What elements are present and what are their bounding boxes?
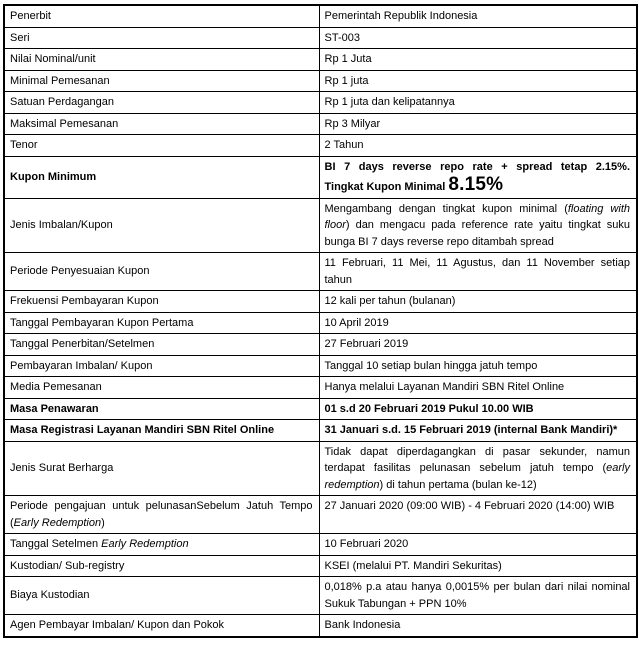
row-value-nilai-nominal: Rp 1 Juta	[319, 49, 637, 71]
row-label-biaya-kustodian: Biaya Kustodian	[4, 577, 319, 615]
row-label-jenis-surat-berharga: Jenis Surat Berharga	[4, 441, 319, 496]
row-value-masa-penawaran: 01 s.d 20 Februari 2019 Pukul 10.00 WIB	[319, 398, 637, 420]
table-row-frekuensi-pembayaran	[4, 291, 637, 313]
row-value-minimal-pemesanan: Rp 1 juta	[319, 70, 637, 92]
row-label-periode-pengajuan	[4, 496, 319, 534]
table-row-masa-registrasi	[4, 420, 637, 442]
table-row-tanggal-penerbitan	[4, 334, 637, 356]
minimum-coupon-rate: 8.15%	[448, 174, 504, 195]
row-label-tanggal-penerbitan: Tanggal Penerbitan/Setelmen	[4, 334, 319, 356]
jenis-imbalan-italic: floating with floor	[324, 202, 630, 231]
row-value-satuan-perdagangan: Rp 1 juta dan kelipatannya	[319, 92, 637, 114]
jenis-surat-text-1: Tidak dapat diperdagangkan di pasar sekunder, namun terdapat fasilitas pelunasan sebelum jatuh tempo (	[324, 445, 630, 474]
row-value-tanggal-setelmen: 10 Februari 2020	[319, 534, 637, 556]
row-value-periode-pengajuan: 27 Januari 2020 (09:00 WIB) - 4 Februari 2020 (14:00) WIB	[319, 496, 637, 534]
row-value-maksimal-pemesanan: Rp 3 Milyar	[319, 113, 637, 135]
row-label-masa-penawaran: Masa Penawaran	[4, 398, 319, 420]
jenis-imbalan-text-1: Mengambang dengan tingkat kupon minimal (	[324, 202, 568, 215]
row-label-penerbit: Penerbit	[4, 5, 319, 27]
tanggal-setelmen-italic: Early Redemption	[101, 538, 189, 550]
table-row-agen-pembayar	[4, 615, 637, 637]
table-row-nilai-nominal	[4, 49, 637, 71]
row-value-media-pemesanan: Hanya melalui Layanan Mandiri SBN Ritel Online	[319, 377, 637, 399]
kupon-minimum-line1: BI 7 days reverse repo rate + spread tetap 2.15%.	[324, 160, 630, 173]
row-value-penerbit: Pemerintah Republik Indonesia	[319, 5, 637, 27]
row-label-kustodian: Kustodian/ Sub-registry	[4, 555, 319, 577]
table-row-pembayaran-imbalan	[4, 355, 637, 377]
table-row-biaya-kustodian	[4, 577, 637, 615]
row-label-tanggal-setelmen	[4, 534, 319, 556]
row-value-agen-pembayar: Bank Indonesia	[319, 615, 637, 637]
row-label-seri: Seri	[4, 27, 319, 49]
row-label-masa-registrasi: Masa Registrasi Layanan Mandiri SBN Ritel Online	[4, 420, 319, 442]
bond-terms-table	[3, 4, 638, 638]
table-row-jenis-imbalan	[4, 198, 637, 253]
table-row-maksimal-pemesanan	[4, 113, 637, 135]
table-row-satuan-perdagangan	[4, 92, 637, 114]
row-label-pembayaran-imbalan: Pembayaran Imbalan/ Kupon	[4, 355, 319, 377]
tanggal-setelmen-text: Tanggal Setelmen	[10, 538, 102, 550]
jenis-imbalan-text-2: ) dan mengacu pada reference rate yaitu tingkat suku bunga BI 7 days reverse repo ditambah spread	[324, 219, 630, 248]
row-value-periode-penyesuaian: 11 Februari, 11 Mei, 11 Agustus, dan 11 November setiap tahun	[319, 253, 637, 291]
row-label-jenis-imbalan: Jenis Imbalan/Kupon	[4, 198, 319, 253]
row-value-seri: ST-003	[319, 27, 637, 49]
table-row-masa-penawaran	[4, 398, 637, 420]
row-label-agen-pembayar: Agen Pembayar Imbalan/ Kupon dan Pokok	[4, 615, 319, 637]
table-row-minimal-pemesanan	[4, 70, 637, 92]
row-label-nilai-nominal: Nilai Nominal/unit	[4, 49, 319, 71]
periode-pengajuan-text-1: Periode pengajuan untuk pelunasanSebelum Jatuh Tempo (	[10, 500, 313, 529]
row-label-frekuensi-pembayaran: Frekuensi Pembayaran Kupon	[4, 291, 319, 313]
row-label-tanggal-kupon-pertama: Tanggal Pembayaran Kupon Pertama	[4, 312, 319, 334]
row-value-tanggal-penerbitan: 27 Februari 2019	[319, 334, 637, 356]
table-row-penerbit	[4, 5, 637, 27]
row-value-frekuensi-pembayaran: 12 kali per tahun (bulanan)	[319, 291, 637, 313]
jenis-surat-italic: early redemption	[324, 462, 630, 491]
row-value-jenis-surat-berharga	[319, 441, 637, 496]
table-row-tanggal-kupon-pertama	[4, 312, 637, 334]
periode-pengajuan-italic: Early Redemption	[13, 516, 102, 529]
periode-pengajuan-text-2: )	[101, 516, 105, 529]
kupon-minimum-line2-text: Tingkat Kupon Minimal	[324, 181, 449, 193]
row-label-media-pemesanan: Media Pemesanan	[4, 377, 319, 399]
row-value-tenor: 2 Tahun	[319, 135, 637, 157]
row-label-periode-penyesuaian: Periode Penyesuaian Kupon	[4, 253, 319, 291]
table-row-kustodian	[4, 555, 637, 577]
row-label-satuan-perdagangan: Satuan Perdagangan	[4, 92, 319, 114]
table-row-periode-penyesuaian	[4, 253, 637, 291]
row-value-biaya-kustodian: 0,018% p.a atau hanya 0,0015% per bulan dari nilai nominal Sukuk Tabungan + PPN 10%	[319, 577, 637, 615]
table-row-kupon-minimum	[4, 156, 637, 198]
row-label-maksimal-pemesanan: Maksimal Pemesanan	[4, 113, 319, 135]
jenis-surat-text-2: ) di tahun pertama (bulan ke-12)	[379, 478, 537, 491]
row-value-jenis-imbalan	[319, 198, 637, 253]
row-value-pembayaran-imbalan: Tanggal 10 setiap bulan hingga jatuh tempo	[319, 355, 637, 377]
table-row-periode-pengajuan-early-redemption	[4, 496, 637, 534]
table-row-seri	[4, 27, 637, 49]
table-row-tanggal-setelmen-early-redemption	[4, 534, 637, 556]
table-row-tenor	[4, 135, 637, 157]
row-label-kupon-minimum: Kupon Minimum	[4, 156, 319, 198]
kupon-minimum-line2	[325, 175, 631, 196]
row-value-masa-registrasi: 31 Januari s.d. 15 Februari 2019 (internal Bank Mandiri)*	[319, 420, 637, 442]
row-value-kupon-minimum	[319, 156, 637, 198]
row-label-tenor: Tenor	[4, 135, 319, 157]
row-value-tanggal-kupon-pertama: 10 April 2019	[319, 312, 637, 334]
row-label-minimal-pemesanan: Minimal Pemesanan	[4, 70, 319, 92]
table-row-jenis-surat-berharga	[4, 441, 637, 496]
table-row-media-pemesanan	[4, 377, 637, 399]
row-value-kustodian: KSEI (melalui PT. Mandiri Sekuritas)	[319, 555, 637, 577]
